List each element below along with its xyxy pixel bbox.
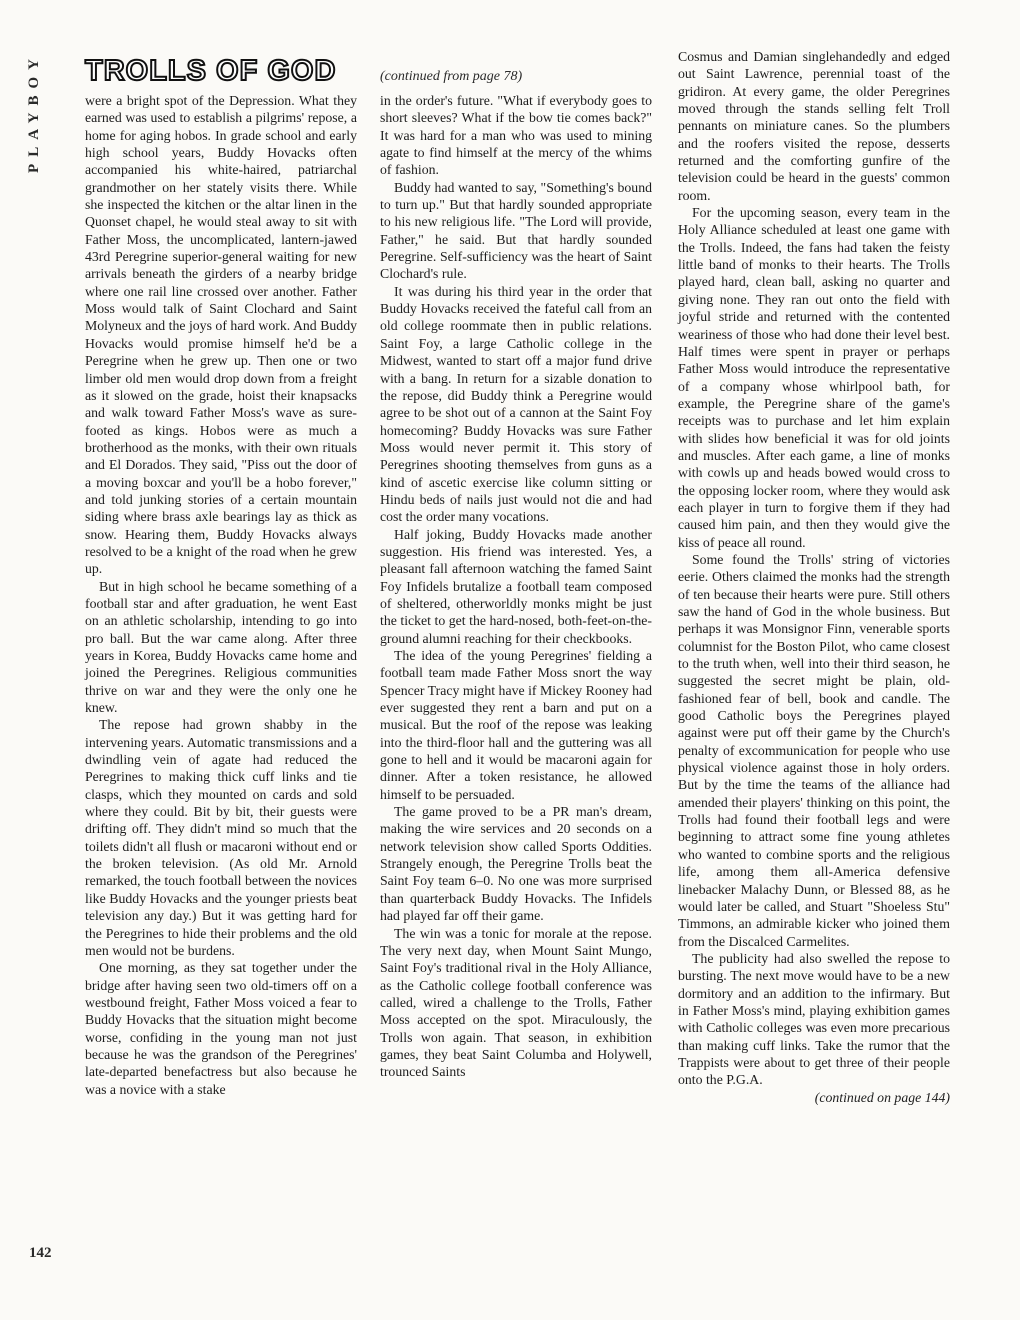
magazine-section-label: PLAYBOY [26, 52, 42, 173]
paragraph: The idea of the young Peregrines' fielding a football team made Father Moss snort the way Spencer Tracy might have if Mickey Rooney had ever suggested they rent a barn and put on a musical. But the roof of the repose was leaking into the third-floor hall and the guttering was all gone to hell and it would be macaroni again for dinner. After a token resistance, he allowed himself to be persuaded. [380, 648, 652, 802]
paragraph: The game proved to be a PR man's dream, making the wire services and 20 seconds on a network television show called Sports Oddities. Strangely enough, the Peregrine Trolls beat the Saint Foy team 6–0. No one was more surprised than quarterback Buddy Hovacks. The Infidels had played far off their game. [380, 804, 652, 924]
text-column-1 [85, 92, 357, 1262]
paragraph: Half joking, Buddy Hovacks made another suggestion. His friend was interested. Yes, a pleasant fall afternoon watching the famed Saint Foy Infidels brutalize a football team composed of sheltered, otherworldly monks might be just the ticket to get the hard-nosed, both-feet-on-the-ground alumni reaching for their checkbooks. [380, 526, 652, 646]
paragraph: were a bright spot of the Depression. What they earned was used to establish a pilgrims' repose, a home for aging hobos. In grade school and early high school years, Buddy Hovacks often accompanied his white-haired, patriarchal grandmother on her stately visits there. While she inspected the kitchen or the altar linen in the Quonset chapel, he would steal away to sit with Father Moss, the uncomplicated, lantern-jawed 43rd Peregrine superior-general waiting for new arrivals beneath the girders of a nearby bridge where one rail line crossed over another. Father Moss would talk of Saint Clochard and Saint Molyneux and the joys of hard work. And Buddy Hovacks would promise himself he'd be a Peregrine when he grew up. Then one or two limber old men would drop down from a freight as it slowed on the grade, hoist their knapsacks and walk toward Father Moss's wave as sure-footed as kings. Hobos were as much a brotherhood as the monks, with their own rituals and El Dorados. They said, "Piss out the door of a moving boxcar and you'll be a hobo forever," and told junking stories of a certain mountain siding where brass axle bearings lay as thick as snow. Hearing them, Buddy Hovacks always resolved to be a knight of the road when he grew up. [85, 93, 357, 577]
paragraph: One morning, as they sat together under the bridge after having seen two old-timers off on a westbound freight, Father Moss voiced a fear to Buddy Hovacks that the situation might become worse, confiding in the young man not just because he was the grandson of the Peregrines' late-departed benefactress but also because he was a novice with a stake [85, 960, 357, 1097]
paragraph: in the order's future. "What if everybody goes to short sleeves? What if the bow tie comes back?" It was hard for a man who was used to mining agate to find himself at the mercy of the whims of fashion. [380, 93, 652, 178]
text-column-3 [678, 48, 950, 1268]
paragraph: The win was a tonic for morale at the repose. The very next day, when Mount Saint Mungo, Saint Foy's traditional rival in the Holy Alliance, as the Catholic college football conference was called, wired a challenge to the Trolls, Father Moss accepted on the spot. Miraculously, the Trolls won again. That season, in exhibition games, they beat Saint Columba and Holywell, trounced Saints [380, 925, 652, 1080]
paragraph: The publicity had also swelled the repose to bursting. The next move would have to be a new dormitory and an addition to the infirmary. But in Father Moss's mind, playing exhibition games with Catholic colleges was even more precarious than making cuff links. Take the rumor that the Trappists were about to get three of their people onto the P.G.A. [678, 950, 950, 1088]
paragraph: The repose had grown shabby in the intervening years. Automatic transmissions and a dwindling vein of agate had reduced the Peregrines to making thick cuff links and tie clasps, which they mounted on cards and sold where they could. Bit by bit, their guests were drifting off. They didn't mind so much that the toilets didn't all flush or macaroni without end or the broken television. (As old Mr. Arnold remarked, the touch football between the novices like Buddy Hovacks and the younger priests beat television any day.) But it was getting hard for the Peregrines to hide their problems and the old men would not be burdens. [85, 717, 357, 958]
paragraph: Cosmus and Damian singlehandedly and edged out Saint Lawrence, perennial toast of the gridiron. At every game, the older Peregrines moved through the stands selling felt Troll pennants on miniature canes. So the plumbers and the roofers visited the repose, desserts returned and the comforting gunfire of the television could be heard in the guests' common room. [678, 49, 950, 203]
page-number: 142 [29, 1245, 52, 1261]
paragraph: But in high school he became something of a football star and after graduation, he went East on an athletic scholarship, intending to go into pro ball. But the war came along. After three years in Korea, Buddy Hovacks came home and joined the Peregrines. Religious communities thrive on war and they were the only one he knew. [85, 578, 357, 716]
paragraph: Some found the Trolls' string of victories eerie. Others claimed the monks had the strength of ten because their hearts were pure. Still others saw the hand of God in the whole business. But perhaps it was Monsignor Finn, venerable sports columnist for the Boston Pilot, who came closest to the truth when, well into their third season, he suggested the secret might be plain, old-fashioned fear of bell, book and candle. The good Catholic boys the Peregrines played against were put off their game by the Church's penalty of excommunication for people who use physical violence against those in holy orders. But by the time the teams of the alliance had amended their players' thinking on this point, the Trolls had found their football legs and were beginning to attract some fine young athletes who wanted to combine sports and the religious life, among them all-America defensive linebacker Malachy Dunn, or Blessed 88, as he would later be called, and Stuart "Shoeless Stu" Timmons, an admirable kicker who joined them from the Discalced Carmelites. [678, 551, 950, 949]
text-column-2 [380, 92, 652, 1262]
article-title: TROLLS OF GOD [85, 55, 337, 87]
paragraph: Buddy had wanted to say, "Something's bound to turn up." But that hardly sounded appropriate to his new religious life. "The Lord will provide, Father," he said. But that hardly sounded Peregrine. Self-sufficiency was the heart of Saint Clochard's rule. [380, 179, 652, 282]
paragraph: It was during his third year in the order that Buddy Hovacks received the fateful call from an old college roommate then in public relations. Saint Foy, a large Catholic college in the Midwest, wanted to start off a major fund drive with a bang. In return for a sizable donation to the repose, did Buddy think a Peregrine would agree to be shot out of a cannon at the Saint Foy homecoming? Buddy Hovacks was sure Father Moss would never permit it. This story of Peregrines shooting themselves from guns as a kind of ascetic exercise like column sitting or Hindu beds of nails just would not die and had cost the order many vocations. [380, 283, 652, 525]
continued-on-note: (continued on page 144) [814, 1089, 950, 1105]
continued-from-note: (continued from page 78) [380, 69, 523, 84]
paragraph: For the upcoming season, every team in the Holy Alliance scheduled at least one game with the Trolls. Indeed, the fans had taken the feisty little band of monks to their hearts. The Trolls played hard, clean ball, asking no quarter and giving none. They ran out onto the field with joyful stride and returned with the contented weariness of those who had done their level best. Half times were spent in prayer or perhaps Father Moss would introduce the representative of a company whose whirlpool bath, for example, the Peregrine share of the game's receipts was to purchase and let him explain with slides how beneficial it was for old joints and muscles. After each game, a line of monks with cowls up and heads bowed would cross to the opposing locker room, where they would ask each player in turn to forgive them if they had caused him pain, and then they would give the kiss of peace all round. [678, 205, 950, 550]
